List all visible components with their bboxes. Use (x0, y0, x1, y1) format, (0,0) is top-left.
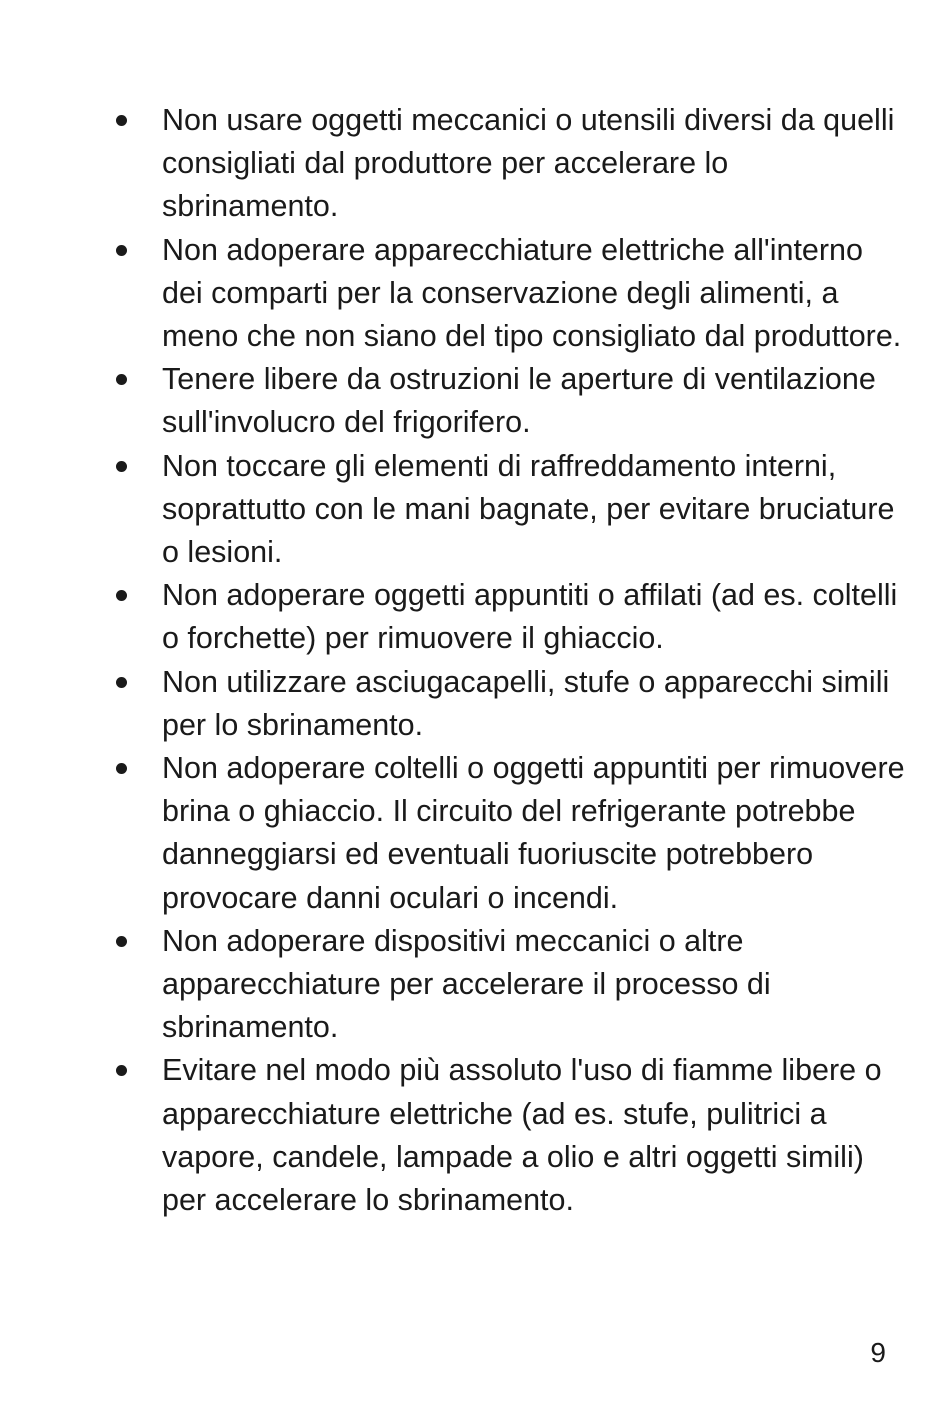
bullet-icon (116, 677, 127, 688)
list-item-text: Non utilizzare asciugacapelli, stufe o apparecchi simili per lo sbrinamento. (162, 664, 890, 742)
list-item (108, 574, 908, 660)
list-item (108, 747, 908, 920)
list-item-text: Non usare oggetti meccanici o utensili diversi da quelli consigliati dal produttore per accelerare lo sbrinamento. (162, 103, 895, 224)
list-item (108, 1049, 908, 1222)
bullet-icon (116, 115, 127, 126)
list-item-text: Tenere libere da ostruzioni le aperture di ventilazione sull'involucro del frigorifero. (162, 362, 876, 440)
bullet-icon (116, 936, 127, 947)
list-item (108, 920, 908, 1050)
list-item (108, 99, 908, 229)
list-item-text: Non adoperare dispositivi meccanici o altre apparecchiature per accelerare il processo di sbrinamento. (162, 923, 771, 1045)
list-item (108, 358, 908, 444)
safety-bullet-list (108, 99, 908, 1222)
list-item-text: Non adoperare oggetti appuntiti o affilati (ad es. coltelli o forchette) per rimuovere il ghiaccio. (162, 578, 898, 656)
bullet-icon (116, 245, 127, 256)
bullet-icon (116, 590, 127, 601)
list-item (108, 229, 908, 359)
list-item-text: Non adoperare apparecchiature elettriche all'interno dei comparti per la conservazione degli alimenti, a meno che non siano del tipo consigliato dal produttore. (162, 232, 902, 354)
list-item (108, 661, 908, 747)
list-item-text: Non toccare gli elementi di raffreddamento interni, soprattutto con le mani bagnate, per evitare bruciature o lesioni. (162, 448, 895, 570)
bullet-icon (116, 763, 127, 774)
bullet-icon (116, 1065, 127, 1076)
list-item-text: Non adoperare coltelli o oggetti appuntiti per rimuovere brina o ghiaccio. Il circuito del refrigerante potrebbe danneggiarsi ed eventuali fuoriuscite potrebbero provocare danni oculari o incendi. (162, 751, 905, 915)
page-number: 9 (870, 1337, 886, 1368)
list-item-text: Evitare nel modo più assoluto l'uso di fiamme libere o apparecchiature elettriche (ad es. stufe, pulitrici a vapore, candele, lampade a olio e altri oggetti simili) per accelerare lo sbrinamento. (162, 1053, 882, 1218)
bullet-icon (116, 374, 127, 385)
bullet-icon (116, 461, 127, 472)
list-item (108, 445, 908, 575)
